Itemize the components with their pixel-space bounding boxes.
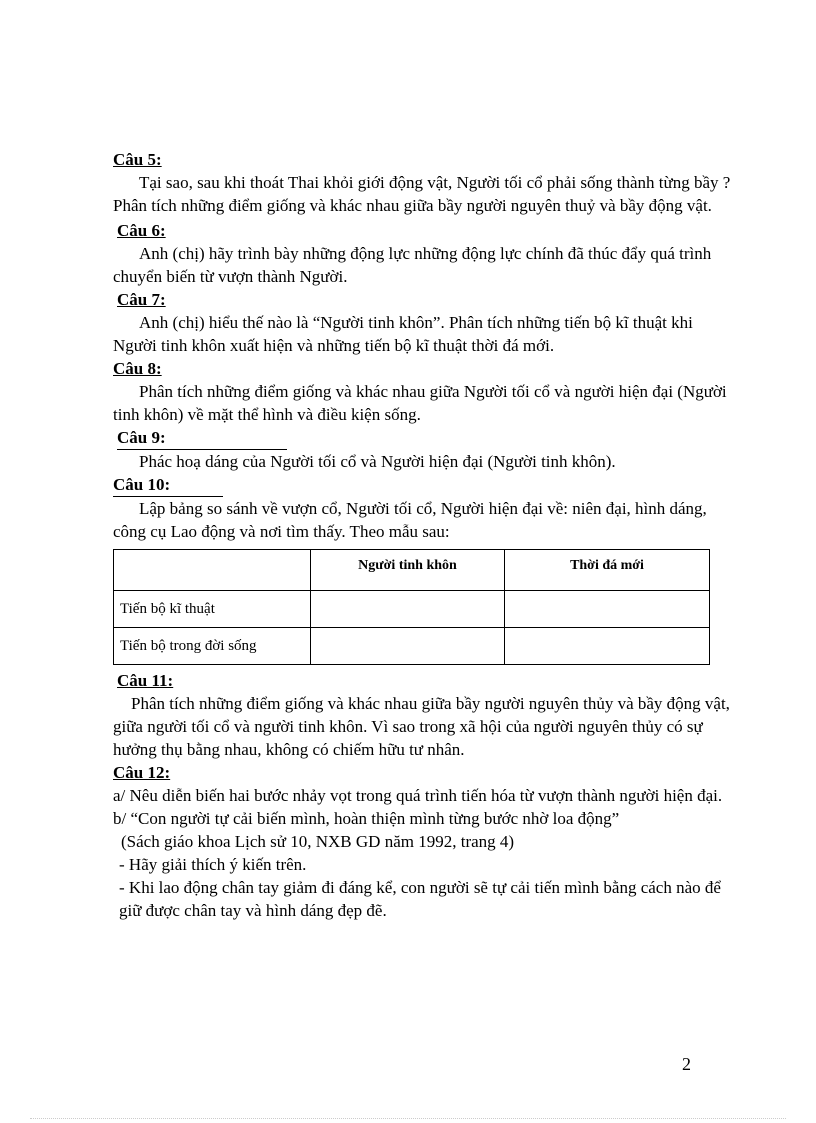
question-6-text: Anh (chị) hãy trình bày những động lực những động lực chính đã thúc đẩy quá trình chuyển biến từ vượn thành Người. [113,244,712,286]
question-12-bullet-1: - Hãy giải thích ý kiến trên. [119,855,307,874]
question-5-text: Tại sao, sau khi thoát Thai khỏi giới động vật, Người tối cổ phải sống thành từng bầy ? Phân tích những điểm giống và khác nhau giữa bầy người nguyên thuỷ và bầy động vật. [113,173,731,215]
question-10-text: Lập bảng so sánh về vượn cổ, Người tối cổ, Người hiện đại về: niên đại, hình dáng, công cụ Lao động và nơi tìm thấy. Theo mẫu sau: [113,499,707,541]
table-header-cell: Người tinh khôn [311,550,505,591]
table-row-label: Tiến bộ trong đời sống [114,628,311,665]
page-bottom-divider [30,1118,786,1119]
question-7 [113,288,733,357]
question-9-title: Câu 9: [117,426,287,450]
question-7-text: Anh (chị) hiểu thế nào là “Người tinh khôn”. Phân tích những tiến bộ kĩ thuật khi Người tinh khôn xuất hiện và những tiến bộ kĩ thuật thời đá mới. [113,313,693,355]
question-12-part-a: a/ Nêu diễn biến hai bước nhảy vọt trong quá trình tiến hóa từ vượn thành người hiện đại. [113,786,723,805]
question-12-bullet-2: - Khi lao động chân tay giảm đi đáng kể, con người sẽ tự cải tiến mình bằng cách nào để giữ được chân tay và hình dáng đẹp đẽ. [119,878,721,920]
question-7-title: Câu 7: [117,290,166,309]
table-row [114,628,710,665]
question-8-text: Phân tích những điểm giống và khác nhau giữa Người tối cổ và người hiện đại (Người tinh khôn) về mặt thể hình và điều kiện sống. [113,382,727,424]
question-9 [113,426,733,473]
question-11 [113,669,733,761]
question-8-title: Câu 8: [113,359,162,378]
table-header-cell [114,550,311,591]
question-11-title: Câu 11: [117,671,174,690]
question-12-title: Câu 12: [113,763,171,782]
question-6-title: Câu 6: [117,221,166,240]
question-10-title: Câu 10: [113,473,223,497]
table-row-label: Tiến bộ kĩ thuật [114,591,311,628]
question-10 [113,473,733,543]
question-12 [113,761,733,922]
table-header-row [114,550,710,591]
question-6 [113,219,733,288]
table-cell [311,628,505,665]
page-number: 2 [682,1054,691,1074]
question-8 [113,357,733,426]
table-cell [311,591,505,628]
table-cell [505,591,710,628]
question-5-title: Câu 5: [113,150,162,169]
question-5 [113,148,733,217]
table-row [114,591,710,628]
page-content [113,148,733,922]
question-9-text: Phác hoạ dáng của Người tối cổ và Người hiện đại (Người tinh khôn). [139,452,616,471]
table-cell [505,628,710,665]
table-header-cell: Thời đá mới [505,550,710,591]
comparison-table [113,549,710,665]
question-12-part-b: b/ “Con người tự cải biến mình, hoàn thiện mình từng bước nhờ loa động” [113,809,620,828]
question-11-text: Phân tích những điểm giống và khác nhau giữa bầy người nguyên thủy và bầy động vật, giữa người tối cổ và người tinh khôn. Vì sao trong xã hội của người nguyên thủy có sự hưởng thụ bằng nhau, không có chiếm hữu tư nhân. [113,694,730,759]
question-12-citation: (Sách giáo khoa Lịch sử 10, NXB GD năm 1992, trang 4) [121,832,515,851]
